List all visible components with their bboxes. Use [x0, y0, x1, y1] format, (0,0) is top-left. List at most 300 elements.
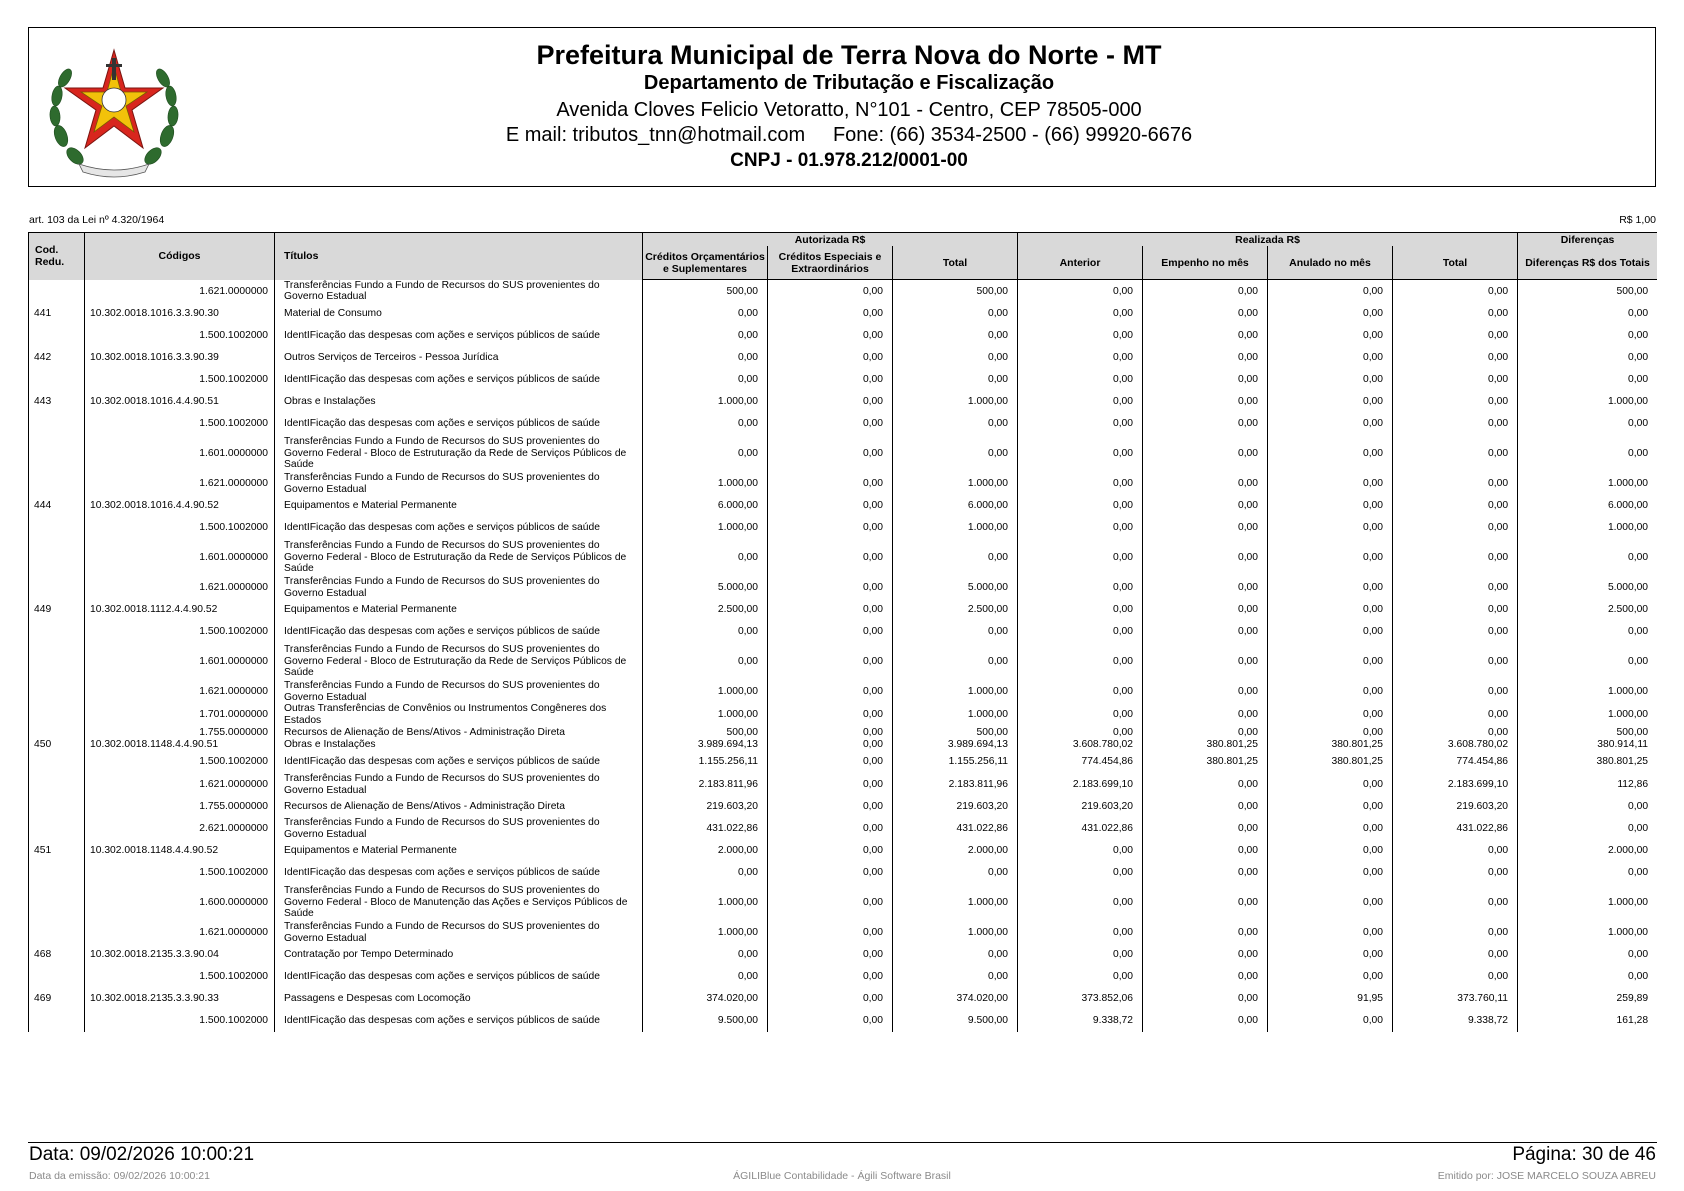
- cell-anulado: 0,00: [1268, 368, 1393, 391]
- cell-titulo: IdentIFicação das despesas com ações e serviços públicos de saúde: [275, 1009, 643, 1032]
- cell-especiais: 0,00: [768, 750, 893, 773]
- cell-anterior: 0,00: [1018, 944, 1143, 965]
- cell-anterior: 0,00: [1018, 620, 1143, 643]
- municipality-title: Prefeitura Municipal de Terra Nova do Norte - MT: [536, 40, 1162, 70]
- col-header-total-realizada: Total: [1393, 246, 1518, 280]
- cell-especiais: 0,00: [768, 703, 893, 726]
- cell-diferenca: 380.801,25: [1518, 750, 1657, 773]
- cell-diferenca: 2.000,00: [1518, 840, 1657, 861]
- cell-titulo: Recursos de Alienação de Bens/Ativos - Administração Direta: [275, 726, 643, 738]
- cell-creditos: 0,00: [643, 539, 768, 576]
- cell-cod-reduzido: [29, 1009, 85, 1032]
- cell-codigo: 2.621.0000000: [85, 817, 275, 840]
- table-row: [29, 435, 1658, 472]
- cell-diferenca: 112,86: [1518, 773, 1657, 796]
- cell-total-autorizada: 0,00: [893, 347, 1018, 368]
- cell-creditos: 1.000,00: [643, 703, 768, 726]
- cell-codigo: 10.302.0018.1112.4.4.90.52: [85, 599, 275, 620]
- cell-total-autorizada: 1.155.256,11: [893, 750, 1018, 773]
- cell-anterior: 0,00: [1018, 643, 1143, 680]
- cell-empenho: 0,00: [1143, 347, 1268, 368]
- cell-cod-reduzido: 444: [29, 495, 85, 516]
- cell-anulado: 0,00: [1268, 921, 1393, 944]
- cell-creditos: 0,00: [643, 620, 768, 643]
- cell-creditos: 2.183.811,96: [643, 773, 768, 796]
- cell-anulado: 0,00: [1268, 817, 1393, 840]
- cell-empenho: 380.801,25: [1143, 750, 1268, 773]
- cell-total-realizada: 0,00: [1393, 726, 1518, 738]
- cell-total-autorizada: 374.020,00: [893, 988, 1018, 1009]
- col-header-cod: Cod. Redu.: [29, 233, 85, 280]
- cell-total-autorizada: 5.000,00: [893, 576, 1018, 599]
- cell-total-realizada: 0,00: [1393, 599, 1518, 620]
- cell-codigo: 10.302.0018.1148.4.4.90.51: [85, 738, 275, 750]
- cell-diferenca: 0,00: [1518, 620, 1657, 643]
- table-row: [29, 703, 1658, 726]
- cell-titulo: Transferências Fundo a Fundo de Recursos do SUS provenientes do Governo Federal - Bloco de Estruturação da Rede de Serviços Públicos de Saúde: [275, 643, 643, 680]
- cell-empenho: 0,00: [1143, 539, 1268, 576]
- cell-cod-reduzido: [29, 516, 85, 539]
- cell-empenho: 0,00: [1143, 472, 1268, 495]
- cell-empenho: 0,00: [1143, 921, 1268, 944]
- cell-empenho: 0,00: [1143, 796, 1268, 817]
- cell-empenho: 0,00: [1143, 840, 1268, 861]
- table-row: [29, 988, 1658, 1009]
- cell-anulado: 0,00: [1268, 516, 1393, 539]
- cell-empenho: 0,00: [1143, 368, 1268, 391]
- cell-especiais: 0,00: [768, 726, 893, 738]
- cell-especiais: 0,00: [768, 495, 893, 516]
- cell-anterior: 0,00: [1018, 840, 1143, 861]
- cell-titulo: IdentIFicação das despesas com ações e serviços públicos de saúde: [275, 620, 643, 643]
- cell-total-realizada: 0,00: [1393, 516, 1518, 539]
- cell-anterior: 0,00: [1018, 599, 1143, 620]
- cell-anulado: 0,00: [1268, 576, 1393, 599]
- cell-anterior: 3.608.780,02: [1018, 738, 1143, 750]
- cell-titulo: Transferências Fundo a Fundo de Recursos do SUS provenientes do Governo Federal - Bloco de Estruturação da Rede de Serviços Públicos de Saúde: [275, 539, 643, 576]
- cell-total-autorizada: 0,00: [893, 368, 1018, 391]
- cell-anulado: 0,00: [1268, 495, 1393, 516]
- cell-especiais: 0,00: [768, 840, 893, 861]
- cell-creditos: 6.000,00: [643, 495, 768, 516]
- cell-total-realizada: 0,00: [1393, 472, 1518, 495]
- cell-diferenca: 1.000,00: [1518, 391, 1657, 412]
- cell-diferenca: 1.000,00: [1518, 884, 1657, 921]
- cell-titulo: Transferências Fundo a Fundo de Recursos do SUS provenientes do Governo Estadual: [275, 680, 643, 703]
- cell-total-realizada: 0,00: [1393, 620, 1518, 643]
- cell-cod-reduzido: [29, 472, 85, 495]
- table-row: [29, 796, 1658, 817]
- cell-creditos: 1.000,00: [643, 680, 768, 703]
- cell-total-autorizada: 0,00: [893, 324, 1018, 347]
- cell-diferenca: 0,00: [1518, 435, 1657, 472]
- cell-titulo: Obras e Instalações: [275, 391, 643, 412]
- cell-cod-reduzido: [29, 750, 85, 773]
- col-header-empenho: Empenho no mês: [1143, 246, 1268, 280]
- cell-total-autorizada: 2.500,00: [893, 599, 1018, 620]
- cell-creditos: 1.000,00: [643, 472, 768, 495]
- table-row: [29, 817, 1658, 840]
- table-row: [29, 840, 1658, 861]
- cell-diferenca: 1.000,00: [1518, 703, 1657, 726]
- cell-anulado: 380.801,25: [1268, 738, 1393, 750]
- cell-codigo: 1.500.1002000: [85, 1009, 275, 1032]
- cell-creditos: 0,00: [643, 368, 768, 391]
- cell-diferenca: 0,00: [1518, 817, 1657, 840]
- cell-titulo: Transferências Fundo a Fundo de Recursos do SUS provenientes do Governo Estadual: [275, 576, 643, 599]
- cell-diferenca: 0,00: [1518, 965, 1657, 988]
- cell-titulo: Material de Consumo: [275, 303, 643, 324]
- cell-cod-reduzido: [29, 368, 85, 391]
- cell-cod-reduzido: [29, 796, 85, 817]
- cell-empenho: 0,00: [1143, 324, 1268, 347]
- currency-unit: R$ 1,00: [1619, 214, 1656, 226]
- cell-total-autorizada: 0,00: [893, 539, 1018, 576]
- cell-anterior: 0,00: [1018, 576, 1143, 599]
- cell-especiais: 0,00: [768, 680, 893, 703]
- cell-titulo: IdentIFicação das despesas com ações e serviços públicos de saúde: [275, 516, 643, 539]
- cell-total-realizada: 0,00: [1393, 921, 1518, 944]
- cell-diferenca: 0,00: [1518, 944, 1657, 965]
- cell-anterior: 0,00: [1018, 884, 1143, 921]
- cell-anulado: 0,00: [1268, 703, 1393, 726]
- cell-total-autorizada: 0,00: [893, 435, 1018, 472]
- cell-especiais: 0,00: [768, 516, 893, 539]
- cell-anulado: 0,00: [1268, 539, 1393, 576]
- cell-anulado: 0,00: [1268, 347, 1393, 368]
- cell-creditos: 500,00: [643, 280, 768, 304]
- cell-empenho: 0,00: [1143, 391, 1268, 412]
- cell-empenho: 0,00: [1143, 817, 1268, 840]
- table-row: [29, 750, 1658, 773]
- cell-total-autorizada: 1.000,00: [893, 516, 1018, 539]
- cell-creditos: 219.603,20: [643, 796, 768, 817]
- cell-cod-reduzido: [29, 773, 85, 796]
- cell-anulado: 0,00: [1268, 1009, 1393, 1032]
- cell-cod-reduzido: 468: [29, 944, 85, 965]
- cell-empenho: 0,00: [1143, 576, 1268, 599]
- cell-codigo: 10.302.0018.1148.4.4.90.52: [85, 840, 275, 861]
- cell-total-realizada: 3.608.780,02: [1393, 738, 1518, 750]
- cell-especiais: 0,00: [768, 1009, 893, 1032]
- cell-empenho: 380.801,25: [1143, 738, 1268, 750]
- cell-diferenca: 0,00: [1518, 539, 1657, 576]
- cell-anterior: 2.183.699,10: [1018, 773, 1143, 796]
- cell-total-realizada: 0,00: [1393, 965, 1518, 988]
- cell-codigo: 10.302.0018.2135.3.3.90.33: [85, 988, 275, 1009]
- cell-anterior: 774.454,86: [1018, 750, 1143, 773]
- table-row: [29, 303, 1658, 324]
- cell-anulado: 0,00: [1268, 391, 1393, 412]
- cell-titulo: Obras e Instalações: [275, 738, 643, 750]
- cell-codigo: 10.302.0018.1016.4.4.90.52: [85, 495, 275, 516]
- cell-codigo: 1.755.0000000: [85, 796, 275, 817]
- cell-cod-reduzido: [29, 280, 85, 304]
- cell-cod-reduzido: [29, 817, 85, 840]
- cell-especiais: 0,00: [768, 620, 893, 643]
- cell-anulado: 0,00: [1268, 435, 1393, 472]
- cell-total-realizada: 0,00: [1393, 435, 1518, 472]
- cell-diferenca: 1.000,00: [1518, 921, 1657, 944]
- cell-diferenca: 161,28: [1518, 1009, 1657, 1032]
- cell-empenho: 0,00: [1143, 884, 1268, 921]
- cell-titulo: Equipamentos e Material Permanente: [275, 495, 643, 516]
- col-header-titulos: Títulos: [275, 233, 643, 280]
- cell-codigo: 1.701.0000000: [85, 703, 275, 726]
- cell-especiais: 0,00: [768, 539, 893, 576]
- emission-date: Data da emissão: 09/02/2026 10:00:21: [29, 1170, 210, 1182]
- cell-anulado: 0,00: [1268, 840, 1393, 861]
- table-row: [29, 680, 1658, 703]
- cell-total-realizada: 431.022,86: [1393, 817, 1518, 840]
- table-row: [29, 738, 1658, 750]
- table-row: [29, 539, 1658, 576]
- cell-anulado: 0,00: [1268, 643, 1393, 680]
- table-row: [29, 576, 1658, 599]
- table-row: [29, 726, 1658, 738]
- cell-codigo: 1.500.1002000: [85, 412, 275, 435]
- report-date: Data: 09/02/2026 10:00:21: [29, 1144, 255, 1165]
- cell-cod-reduzido: [29, 703, 85, 726]
- cell-creditos: 0,00: [643, 965, 768, 988]
- cell-empenho: 0,00: [1143, 988, 1268, 1009]
- cell-total-autorizada: 1.000,00: [893, 472, 1018, 495]
- cell-total-realizada: 0,00: [1393, 347, 1518, 368]
- budget-table-body: [29, 280, 1658, 1033]
- cell-anterior: 0,00: [1018, 726, 1143, 738]
- cell-especiais: 0,00: [768, 921, 893, 944]
- cell-titulo: Transferências Fundo a Fundo de Recursos do SUS provenientes do Governo Federal - Bloco de Manutenção das Ações e Serviços Públicos de Saúde: [275, 884, 643, 921]
- cell-cod-reduzido: [29, 726, 85, 738]
- cell-diferenca: 1.000,00: [1518, 680, 1657, 703]
- cell-creditos: 0,00: [643, 324, 768, 347]
- cell-codigo: 1.500.1002000: [85, 965, 275, 988]
- contact-line: E mail: tributos_tnn@hotmail.com Fone: (66) 3534-2500 - (66) 99920-6676: [505, 124, 1193, 146]
- cell-creditos: 0,00: [643, 435, 768, 472]
- document-header: [28, 27, 1656, 187]
- cell-total-autorizada: 0,00: [893, 620, 1018, 643]
- cell-cod-reduzido: 441: [29, 303, 85, 324]
- cell-empenho: 0,00: [1143, 680, 1268, 703]
- cell-total-autorizada: 219.603,20: [893, 796, 1018, 817]
- cell-codigo: 1.601.0000000: [85, 643, 275, 680]
- cell-anterior: 9.338,72: [1018, 1009, 1143, 1032]
- cell-codigo: 1.601.0000000: [85, 539, 275, 576]
- cell-cod-reduzido: [29, 965, 85, 988]
- cell-total-realizada: 0,00: [1393, 495, 1518, 516]
- cell-anterior: 431.022,86: [1018, 817, 1143, 840]
- cell-especiais: 0,00: [768, 861, 893, 884]
- cell-cod-reduzido: [29, 643, 85, 680]
- cell-anterior: 0,00: [1018, 495, 1143, 516]
- cell-total-autorizada: 1.000,00: [893, 680, 1018, 703]
- cell-creditos: 1.000,00: [643, 921, 768, 944]
- cell-diferenca: 0,00: [1518, 861, 1657, 884]
- cell-empenho: 0,00: [1143, 280, 1268, 304]
- cell-anulado: 0,00: [1268, 412, 1393, 435]
- cell-total-autorizada: 3.989.694,13: [893, 738, 1018, 750]
- cell-empenho: 0,00: [1143, 412, 1268, 435]
- cell-titulo: IdentIFicação das despesas com ações e serviços públicos de saúde: [275, 324, 643, 347]
- table-row: [29, 495, 1658, 516]
- cell-anterior: 0,00: [1018, 472, 1143, 495]
- cell-titulo: IdentIFicação das despesas com ações e serviços públicos de saúde: [275, 965, 643, 988]
- law-reference: art. 103 da Lei nº 4.320/1964: [29, 214, 165, 226]
- cell-total-autorizada: 1.000,00: [893, 921, 1018, 944]
- cell-diferenca: 500,00: [1518, 726, 1657, 738]
- cell-creditos: 0,00: [643, 944, 768, 965]
- cell-creditos: 1.000,00: [643, 391, 768, 412]
- cell-codigo: 1.755.0000000: [85, 726, 275, 738]
- col-header-creditos: Créditos Orçamentários e Suplementares: [643, 246, 768, 280]
- cell-anulado: 0,00: [1268, 884, 1393, 921]
- cell-codigo: 1.621.0000000: [85, 921, 275, 944]
- cell-total-autorizada: 2.000,00: [893, 840, 1018, 861]
- cell-cod-reduzido: [29, 861, 85, 884]
- cell-cod-reduzido: [29, 576, 85, 599]
- cell-creditos: 500,00: [643, 726, 768, 738]
- table-row: [29, 412, 1658, 435]
- cell-total-realizada: 0,00: [1393, 703, 1518, 726]
- cell-especiais: 0,00: [768, 643, 893, 680]
- cell-anterior: 0,00: [1018, 861, 1143, 884]
- cell-creditos: 1.000,00: [643, 884, 768, 921]
- cell-anterior: 0,00: [1018, 347, 1143, 368]
- cell-total-realizada: 0,00: [1393, 643, 1518, 680]
- cell-codigo: 10.302.0018.2135.3.3.90.04: [85, 944, 275, 965]
- cell-diferenca: 5.000,00: [1518, 576, 1657, 599]
- cell-cod-reduzido: [29, 324, 85, 347]
- table-row: [29, 965, 1658, 988]
- cell-empenho: 0,00: [1143, 516, 1268, 539]
- cell-codigo: 10.302.0018.1016.3.3.90.39: [85, 347, 275, 368]
- cell-titulo: Passagens e Despesas com Locomoção: [275, 988, 643, 1009]
- table-row: [29, 347, 1658, 368]
- cell-creditos: 1.155.256,11: [643, 750, 768, 773]
- cell-codigo: 10.302.0018.1016.3.3.90.30: [85, 303, 275, 324]
- cell-diferenca: 6.000,00: [1518, 495, 1657, 516]
- cell-cod-reduzido: 469: [29, 988, 85, 1009]
- cell-diferenca: 0,00: [1518, 412, 1657, 435]
- cell-codigo: 1.621.0000000: [85, 773, 275, 796]
- cell-titulo: Recursos de Alienação de Bens/Ativos - Administração Direta: [275, 796, 643, 817]
- group-header-diferencas: Diferenças: [1518, 233, 1657, 247]
- cell-titulo: IdentIFicação das despesas com ações e serviços públicos de saúde: [275, 750, 643, 773]
- cell-titulo: IdentIFicação das despesas com ações e serviços públicos de saúde: [275, 368, 643, 391]
- cell-titulo: Outras Transferências de Convênios ou Instrumentos Congêneres dos Estados: [275, 703, 643, 726]
- cell-total-realizada: 0,00: [1393, 680, 1518, 703]
- cell-titulo: Transferências Fundo a Fundo de Recursos do SUS provenientes do Governo Estadual: [275, 921, 643, 944]
- cell-especiais: 0,00: [768, 347, 893, 368]
- cell-empenho: 0,00: [1143, 435, 1268, 472]
- cell-creditos: 2.000,00: [643, 840, 768, 861]
- cell-anterior: 0,00: [1018, 921, 1143, 944]
- cell-total-autorizada: 0,00: [893, 944, 1018, 965]
- table-row: [29, 944, 1658, 965]
- cell-especiais: 0,00: [768, 599, 893, 620]
- cell-diferenca: 2.500,00: [1518, 599, 1657, 620]
- cell-diferenca: 0,00: [1518, 347, 1657, 368]
- col-header-diferencas-totais: Diferenças R$ dos Totais: [1518, 246, 1657, 280]
- table-row: [29, 324, 1658, 347]
- budget-table: [28, 232, 1657, 1032]
- cell-total-autorizada: 0,00: [893, 643, 1018, 680]
- cell-creditos: 431.022,86: [643, 817, 768, 840]
- cell-titulo: Equipamentos e Material Permanente: [275, 599, 643, 620]
- cell-creditos: 9.500,00: [643, 1009, 768, 1032]
- cell-empenho: 0,00: [1143, 620, 1268, 643]
- cell-creditos: 5.000,00: [643, 576, 768, 599]
- cell-anulado: 0,00: [1268, 599, 1393, 620]
- cell-creditos: 0,00: [643, 643, 768, 680]
- cell-total-realizada: 0,00: [1393, 576, 1518, 599]
- cell-titulo: Transferências Fundo a Fundo de Recursos do SUS provenientes do Governo Estadual: [275, 817, 643, 840]
- cell-empenho: 0,00: [1143, 599, 1268, 620]
- cell-codigo: 1.500.1002000: [85, 750, 275, 773]
- cell-empenho: 0,00: [1143, 773, 1268, 796]
- cell-anulado: 0,00: [1268, 726, 1393, 738]
- cell-especiais: 0,00: [768, 944, 893, 965]
- cell-creditos: 374.020,00: [643, 988, 768, 1009]
- cell-anulado: 0,00: [1268, 472, 1393, 495]
- cell-especiais: 0,00: [768, 435, 893, 472]
- cell-diferenca: 500,00: [1518, 280, 1657, 304]
- cell-especiais: 0,00: [768, 773, 893, 796]
- cell-total-autorizada: 1.000,00: [893, 703, 1018, 726]
- cell-anterior: 0,00: [1018, 280, 1143, 304]
- cell-especiais: 0,00: [768, 280, 893, 304]
- cell-total-autorizada: 0,00: [893, 303, 1018, 324]
- table-row: [29, 472, 1658, 495]
- cell-codigo: 1.500.1002000: [85, 368, 275, 391]
- cell-codigo: 1.500.1002000: [85, 324, 275, 347]
- cell-total-autorizada: 9.500,00: [893, 1009, 1018, 1032]
- cell-anterior: 373.852,06: [1018, 988, 1143, 1009]
- cell-creditos: 2.500,00: [643, 599, 768, 620]
- cell-especiais: 0,00: [768, 412, 893, 435]
- software-credit: ÁGILIBlue Contabilidade - Ágili Software Brasil: [733, 1170, 951, 1182]
- cell-especiais: 0,00: [768, 303, 893, 324]
- cell-anterior: 0,00: [1018, 368, 1143, 391]
- cell-total-realizada: 0,00: [1393, 840, 1518, 861]
- cell-anterior: 0,00: [1018, 391, 1143, 412]
- cell-cod-reduzido: [29, 680, 85, 703]
- group-header-realizada: Realizada R$: [1018, 233, 1518, 247]
- municipal-coat-of-arms-icon: [39, 36, 189, 181]
- cell-total-autorizada: 500,00: [893, 280, 1018, 304]
- cell-total-realizada: 0,00: [1393, 280, 1518, 304]
- cell-anulado: 0,00: [1268, 280, 1393, 304]
- cell-titulo: IdentIFicação das despesas com ações e serviços públicos de saúde: [275, 861, 643, 884]
- col-header-codigos: Códigos: [85, 233, 275, 280]
- cell-empenho: 0,00: [1143, 1009, 1268, 1032]
- cell-codigo: 1.621.0000000: [85, 680, 275, 703]
- cell-titulo: Transferências Fundo a Fundo de Recursos do SUS provenientes do Governo Estadual: [275, 280, 643, 304]
- col-header-total-autorizada: Total: [893, 246, 1018, 280]
- page-number: Página: 30 de 46: [1512, 1144, 1656, 1165]
- table-row: [29, 280, 1658, 304]
- cell-total-realizada: 0,00: [1393, 884, 1518, 921]
- table-row: [29, 884, 1658, 921]
- cell-especiais: 0,00: [768, 368, 893, 391]
- cell-codigo: 1.601.0000000: [85, 435, 275, 472]
- cell-anulado: 91,95: [1268, 988, 1393, 1009]
- cell-cod-reduzido: 450: [29, 738, 85, 750]
- cell-codigo: 1.500.1002000: [85, 620, 275, 643]
- cell-cod-reduzido: [29, 921, 85, 944]
- cell-titulo: Contratação por Tempo Determinado: [275, 944, 643, 965]
- cell-cod-reduzido: 443: [29, 391, 85, 412]
